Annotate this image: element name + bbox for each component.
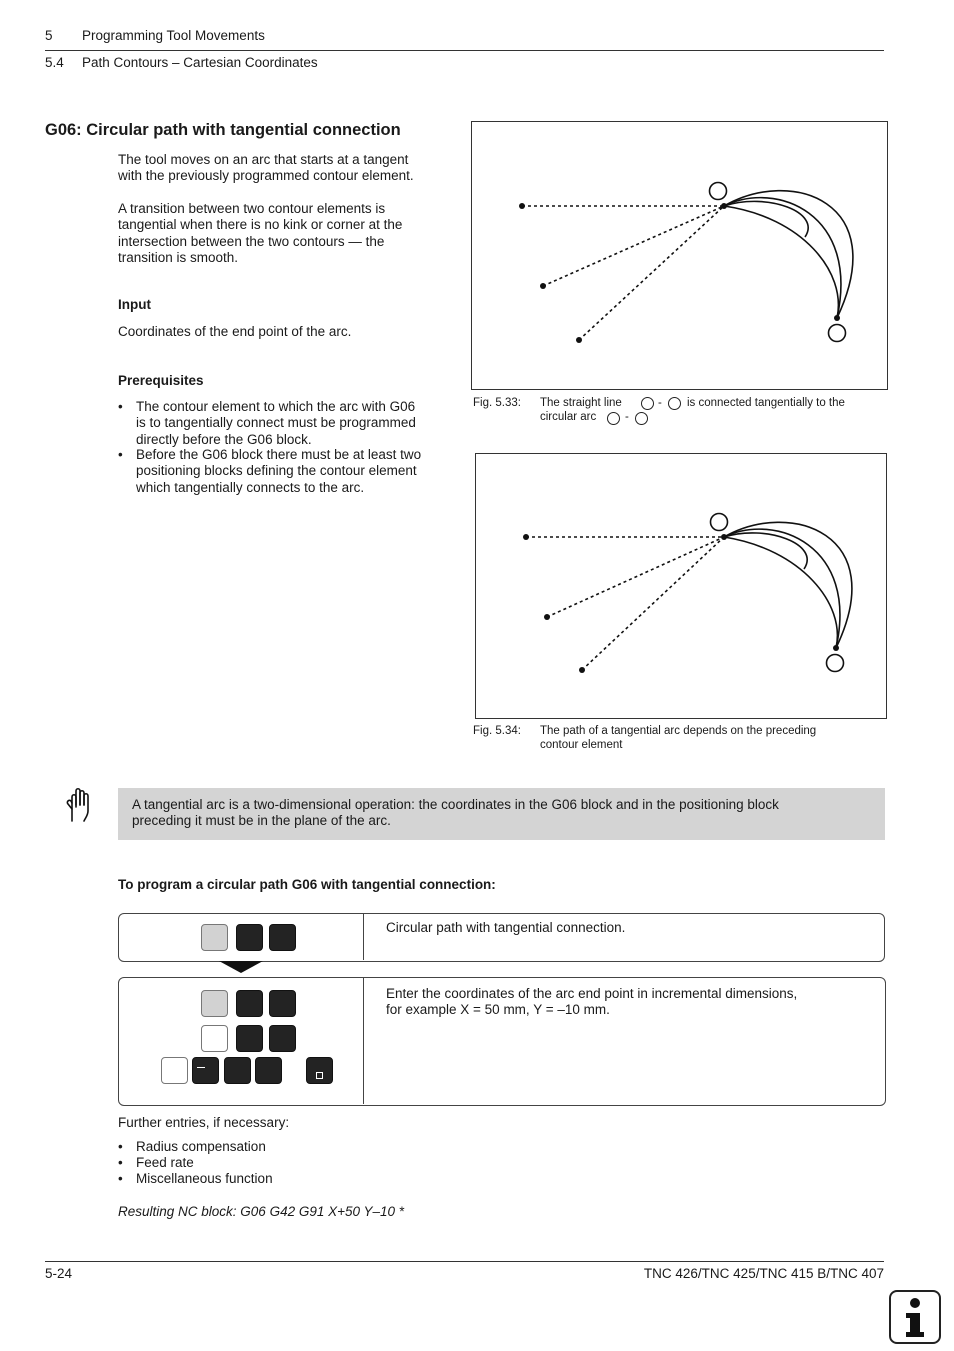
- point-circle-icon: [668, 397, 681, 410]
- figure-5-33-caption-c: circular arc: [540, 411, 597, 423]
- key-icon: [306, 1057, 333, 1084]
- hand-note-icon: [66, 787, 94, 830]
- key-icon: [236, 924, 263, 951]
- key-icon: [236, 1025, 263, 1052]
- key-icon: [269, 924, 296, 951]
- bullet-marker: •: [118, 1139, 123, 1154]
- figure-5-33-drawing: [472, 122, 887, 389]
- step-1-divider: [363, 914, 364, 960]
- step-2-divider: [363, 978, 364, 1104]
- key-icon: [201, 1025, 228, 1052]
- step-1-text: Circular path with tangential connection.: [386, 920, 626, 935]
- info-icon[interactable]: [889, 1290, 941, 1344]
- list-item: Miscellaneous function: [136, 1171, 273, 1186]
- key-icon: [161, 1057, 188, 1084]
- figure-5-34-caption: The path of a tangential arc depends on the preceding contour element: [540, 725, 817, 751]
- bullet-marker: •: [118, 447, 123, 462]
- prerequisite-item-1: The contour element to which the arc with G06 is to tangentially connect must be programmed directly before the G06 block.: [136, 399, 416, 447]
- header-rule: [45, 50, 884, 51]
- header-chapter-title: Programming Tool Movements: [82, 28, 265, 43]
- header-section-number: 5.4: [45, 55, 64, 70]
- prerequisites-heading: Prerequisites: [118, 373, 204, 388]
- header-section-title: Path Contours – Cartesian Coordinates: [82, 55, 318, 70]
- procedure-heading: To program a circular path G06 with tangential connection:: [118, 877, 496, 892]
- figure-5-34-number: Fig. 5.34:: [473, 725, 521, 737]
- input-heading: Input: [118, 297, 151, 312]
- figure-5-33-dash-2: -: [625, 411, 629, 423]
- intro-paragraph-2: A transition between two contour elements is tangential when there is no kink or corner at the intersection between the two contours — the transition is smooth.: [118, 201, 403, 265]
- bullet-marker: •: [118, 1171, 123, 1186]
- figure-5-34-drawing: [476, 454, 886, 718]
- key-icon: [224, 1057, 251, 1084]
- note-text: A tangential arc is a two-dimensional operation: the coordinates in the G06 block and in the positioning block preceding it must be in the plane of the arc.: [132, 797, 779, 829]
- point-circle-icon: [635, 412, 648, 425]
- list-item: Radius compensation: [136, 1139, 266, 1154]
- step-2-text: Enter the coordinates of the arc end point in incremental dimensions, for example X = 50 mm, Y = –10 mm.: [386, 986, 798, 1018]
- key-icon: [236, 990, 263, 1017]
- key-icon: [269, 990, 296, 1017]
- key-icon: [269, 1025, 296, 1052]
- down-arrow-icon: [219, 961, 263, 973]
- further-entries-text: Further entries, if necessary:: [118, 1115, 290, 1130]
- figure-5-33-caption-a: The straight line: [540, 397, 622, 409]
- prerequisite-item-2: Before the G06 block there must be at least two positioning blocks defining the contour element which tangentially connects to the arc.: [136, 447, 422, 495]
- header-chapter-number: 5: [45, 28, 53, 43]
- figure-5-34: [475, 453, 887, 719]
- key-icon: [255, 1057, 282, 1084]
- input-text: Coordinates of the end point of the arc.: [118, 324, 352, 339]
- key-icon: [201, 924, 228, 951]
- resulting-nc-block: Resulting NC block: G06 G42 G91 X+50 Y–10 *: [118, 1204, 405, 1219]
- figure-5-33: [471, 121, 888, 390]
- footer-page-number: 5-24: [45, 1266, 73, 1281]
- key-icon: [201, 990, 228, 1017]
- figure-5-33-caption-b: is connected tangentially to the: [687, 397, 845, 409]
- footer-rule: [45, 1261, 884, 1262]
- bullet-marker: •: [118, 1155, 123, 1170]
- figure-5-33-number: Fig. 5.33:: [473, 397, 521, 409]
- key-icon: [192, 1057, 219, 1084]
- list-item: Feed rate: [136, 1155, 194, 1170]
- bullet-marker: •: [118, 399, 123, 414]
- intro-paragraph-1: The tool moves on an arc that starts at a tangent with the previously programmed contour element.: [118, 152, 414, 184]
- point-circle-icon: [641, 397, 654, 410]
- point-circle-icon: [607, 412, 620, 425]
- figure-5-33-dash: -: [658, 397, 662, 409]
- section-title: G06: Circular path with tangential connection: [45, 121, 401, 139]
- footer-models: TNC 426/TNC 425/TNC 415 B/TNC 407: [643, 1266, 884, 1281]
